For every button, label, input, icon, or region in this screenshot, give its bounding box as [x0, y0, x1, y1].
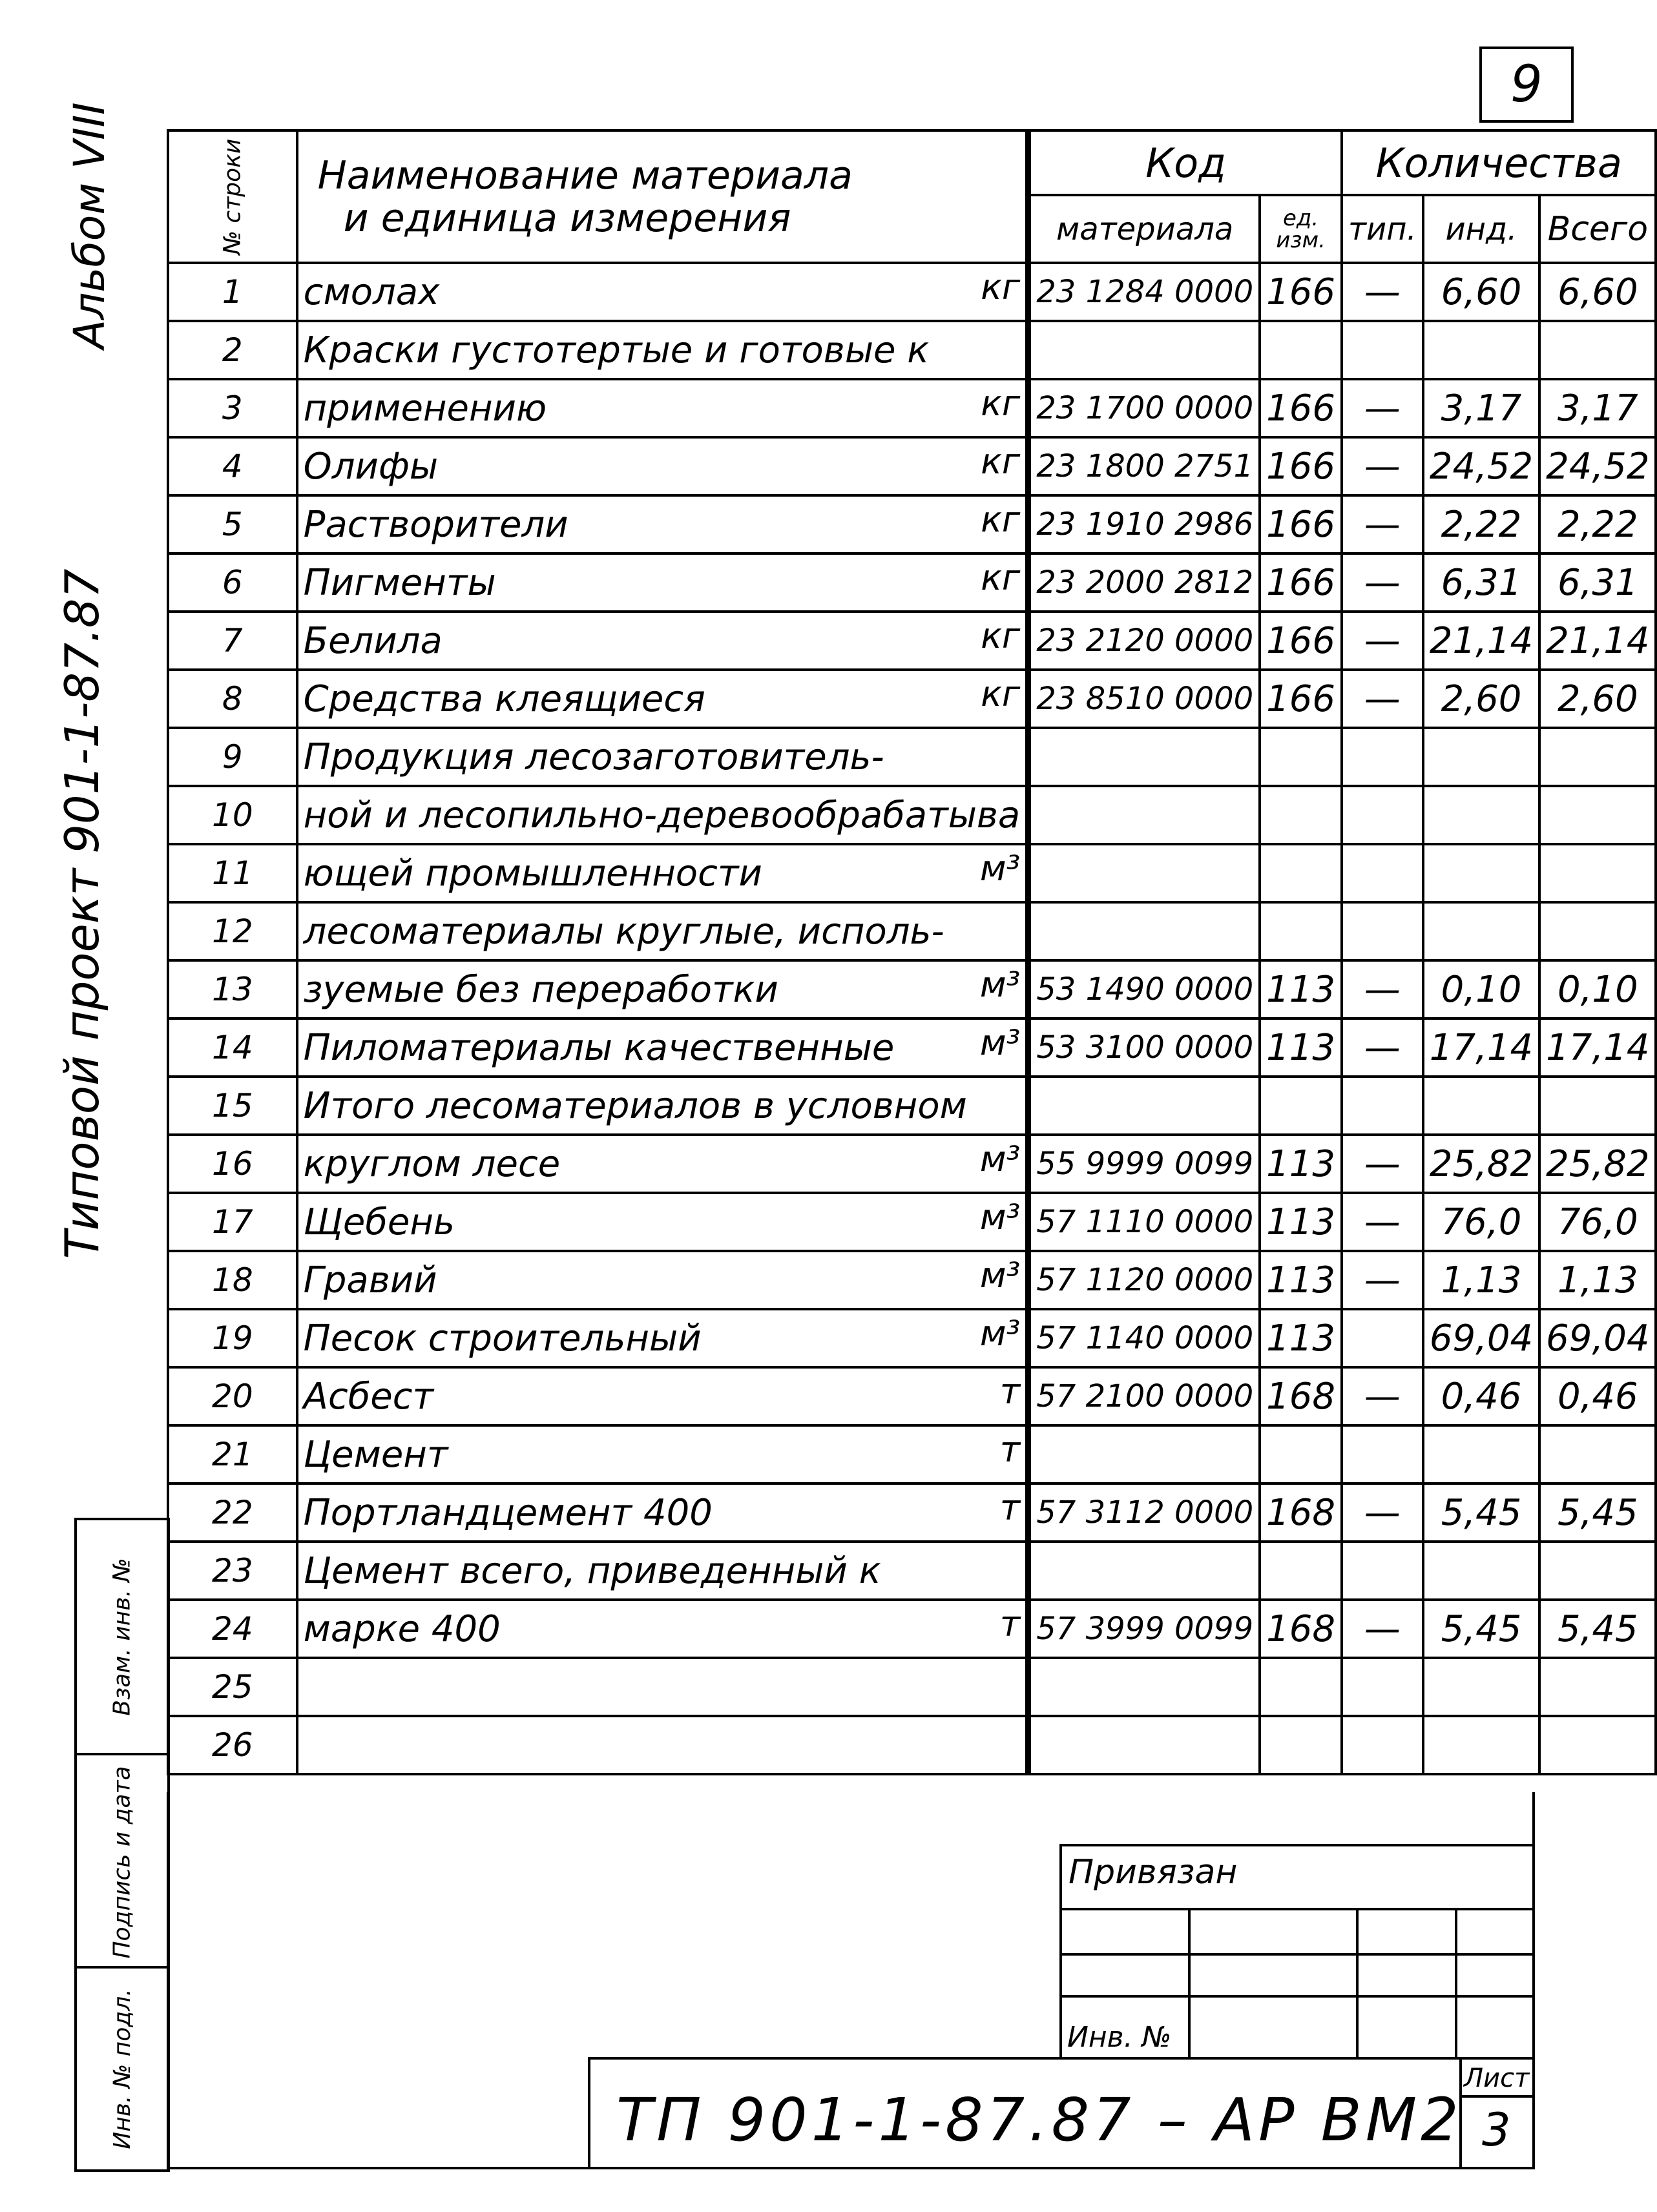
table-row — [168, 263, 1656, 321]
qty-ind: 6,60 — [1423, 263, 1539, 321]
material-name — [297, 670, 1028, 728]
material-name-text: Продукция лесозаготовитель- — [303, 736, 884, 778]
material-name-text: Асбест — [303, 1375, 434, 1418]
strip-vzam-label: Взам. инв. № — [109, 1558, 136, 1716]
unit-code: 113 — [1260, 1018, 1342, 1077]
material-name-text: Пиломатериалы качественные — [303, 1026, 895, 1069]
unit-code: 166 — [1260, 553, 1342, 612]
material-name-text: Цемент всего, приведенный к — [303, 1549, 881, 1592]
qty-ind: 69,04 — [1423, 1309, 1539, 1367]
table-row — [168, 437, 1656, 495]
qty-total — [1539, 321, 1656, 379]
qty-tip: — — [1342, 1193, 1423, 1251]
material-code: 23 8510 0000 — [1028, 670, 1260, 728]
row-number: 13 — [168, 960, 297, 1018]
row-number: 16 — [168, 1135, 297, 1193]
material-code: 57 1140 0000 — [1028, 1309, 1260, 1367]
unit-code — [1260, 1077, 1342, 1135]
table-row — [168, 1600, 1656, 1658]
material-code: 23 1700 0000 — [1028, 379, 1260, 437]
material-name — [297, 1309, 1028, 1367]
material-code: 57 3999 0099 — [1028, 1600, 1260, 1658]
strip-inv — [77, 1966, 167, 2169]
header-name-1: Наименование материала — [317, 152, 853, 198]
material-name — [297, 902, 1028, 960]
row-number: 5 — [168, 495, 297, 553]
table-row — [168, 1309, 1656, 1367]
row-number: 8 — [168, 670, 297, 728]
material-name-text: Белила — [303, 619, 443, 662]
unit-code — [1260, 728, 1342, 786]
row-number: 17 — [168, 1193, 297, 1251]
qty-tip — [1342, 1425, 1423, 1483]
material-code — [1028, 786, 1260, 844]
material-name-text: ющей промышленности — [303, 852, 762, 894]
material-code — [1028, 1658, 1260, 1716]
qty-ind: 2,22 — [1423, 495, 1539, 553]
material-name — [297, 1251, 1028, 1309]
qty-ind: 25,82 — [1423, 1135, 1539, 1193]
unit-code: 168 — [1260, 1483, 1342, 1542]
material-name-text: смолах — [303, 271, 440, 313]
qty-ind: 3,17 — [1423, 379, 1539, 437]
project-label: Типовой проект 901-1-87.87 — [55, 568, 109, 1259]
material-name — [297, 1658, 1028, 1716]
material-name — [297, 1716, 1028, 1774]
material-code: 57 2100 0000 — [1028, 1367, 1260, 1425]
qty-ind: 17,14 — [1423, 1018, 1539, 1077]
material-name-text: круглом лесе — [303, 1142, 561, 1185]
material-name — [297, 437, 1028, 495]
material-name — [297, 553, 1028, 612]
table-row — [168, 1658, 1656, 1716]
stamp-designation: ТП 901-1-87.87 – АР ВМ2 — [616, 2085, 1463, 2155]
material-name — [297, 321, 1028, 379]
unit-label: м³ — [979, 1139, 1021, 1179]
material-name-text: Итого лесоматериалов в условном — [303, 1084, 967, 1127]
unit-code: 113 — [1260, 1309, 1342, 1367]
unit-code — [1260, 1542, 1342, 1600]
qty-tip: — — [1342, 263, 1423, 321]
material-code: 53 1490 0000 — [1028, 960, 1260, 1018]
header-qty-tip: тип. — [1342, 195, 1423, 263]
row-number: 26 — [168, 1716, 297, 1774]
material-name — [297, 1542, 1028, 1600]
qty-total — [1539, 1716, 1656, 1774]
strip-inv-label: Инв. № подл. — [109, 1989, 136, 2149]
unit-code — [1260, 321, 1342, 379]
unit-code: 166 — [1260, 495, 1342, 553]
row-number: 18 — [168, 1251, 297, 1309]
unit-label: кг — [981, 674, 1021, 714]
qty-total: 76,0 — [1539, 1193, 1656, 1251]
table-row — [168, 321, 1656, 379]
unit-code: 113 — [1260, 1193, 1342, 1251]
table-row — [168, 786, 1656, 844]
unit-label: кг — [981, 383, 1021, 424]
qty-tip: — — [1342, 1135, 1423, 1193]
qty-ind — [1423, 321, 1539, 379]
unit-label: кг — [981, 557, 1021, 598]
table-row — [168, 1018, 1656, 1077]
qty-ind: 1,13 — [1423, 1251, 1539, 1309]
material-name — [297, 495, 1028, 553]
row-number: 19 — [168, 1309, 297, 1367]
unit-code — [1260, 844, 1342, 902]
qty-tip: — — [1342, 1018, 1423, 1077]
qty-ind — [1423, 844, 1539, 902]
material-name-text: ной и лесопильно-деревообрабатыва — [303, 794, 1021, 836]
page-number: 9 — [1479, 47, 1574, 123]
row-number: 10 — [168, 786, 297, 844]
unit-label: м³ — [979, 848, 1021, 889]
material-name-text: Цемент — [303, 1433, 448, 1476]
qty-total — [1539, 786, 1656, 844]
qty-tip: — — [1342, 437, 1423, 495]
material-name-text: лесоматериалы круглые, исполь- — [303, 910, 944, 953]
material-name — [297, 728, 1028, 786]
qty-ind — [1423, 786, 1539, 844]
material-code: 23 1800 2751 — [1028, 437, 1260, 495]
qty-ind: 24,52 — [1423, 437, 1539, 495]
material-name — [297, 786, 1028, 844]
qty-total: 69,04 — [1539, 1309, 1656, 1367]
qty-total: 3,17 — [1539, 379, 1656, 437]
row-number: 21 — [168, 1425, 297, 1483]
material-name — [297, 1135, 1028, 1193]
qty-ind — [1423, 1542, 1539, 1600]
stamp-sheet-number: 3 — [1482, 2103, 1511, 2156]
material-name — [297, 960, 1028, 1018]
material-name — [297, 1483, 1028, 1542]
row-number: 23 — [168, 1542, 297, 1600]
row-number: 1 — [168, 263, 297, 321]
row-number: 9 — [168, 728, 297, 786]
qty-tip: — — [1342, 553, 1423, 612]
material-name — [297, 1600, 1028, 1658]
material-name — [297, 1077, 1028, 1135]
row-number: 22 — [168, 1483, 297, 1542]
material-code: 53 3100 0000 — [1028, 1018, 1260, 1077]
qty-ind — [1423, 1716, 1539, 1774]
unit-code: 166 — [1260, 437, 1342, 495]
unit-label: м³ — [979, 1255, 1021, 1296]
header-code-unit: ед. изм. — [1260, 195, 1342, 263]
binding-inv: Инв. № — [1067, 2021, 1172, 2054]
unit-label: т — [999, 1604, 1021, 1644]
qty-total: 6,31 — [1539, 553, 1656, 612]
qty-ind — [1423, 1077, 1539, 1135]
table-row — [168, 553, 1656, 612]
row-number: 24 — [168, 1600, 297, 1658]
material-name-text: Олифы — [303, 445, 439, 488]
unit-label: м³ — [979, 1022, 1021, 1063]
qty-total — [1539, 1658, 1656, 1716]
table-row — [168, 612, 1656, 670]
table-row — [168, 902, 1656, 960]
qty-ind — [1423, 728, 1539, 786]
unit-code: 166 — [1260, 612, 1342, 670]
strip-podpis — [77, 1753, 167, 1969]
binding-title: Привязан — [1068, 1853, 1238, 1892]
qty-total: 5,45 — [1539, 1600, 1656, 1658]
table-row — [168, 1542, 1656, 1600]
qty-total: 21,14 — [1539, 612, 1656, 670]
table-row — [168, 670, 1656, 728]
unit-label: м³ — [979, 964, 1021, 1005]
qty-tip: — — [1342, 495, 1423, 553]
unit-label: м³ — [979, 1313, 1021, 1354]
material-name-text: Краски густотертые и готовые к — [303, 329, 930, 371]
stamp-sheet-label: Лист — [1464, 2063, 1530, 2093]
table-row — [168, 379, 1656, 437]
material-code — [1028, 728, 1260, 786]
unit-label: т — [999, 1371, 1021, 1412]
qty-ind: 0,46 — [1423, 1367, 1539, 1425]
unit-code: 166 — [1260, 670, 1342, 728]
table-row — [168, 728, 1656, 786]
table-row — [168, 1716, 1656, 1774]
material-code — [1028, 1425, 1260, 1483]
unit-label: кг — [981, 499, 1021, 540]
material-name — [297, 1193, 1028, 1251]
qty-tip: — — [1342, 960, 1423, 1018]
header-code-material: материала — [1028, 195, 1260, 263]
qty-tip — [1342, 786, 1423, 844]
table-row — [168, 1483, 1656, 1542]
material-name-text: Гравий — [303, 1259, 437, 1301]
qty-tip: — — [1342, 670, 1423, 728]
unit-code: 168 — [1260, 1367, 1342, 1425]
qty-total: 2,22 — [1539, 495, 1656, 553]
material-code: 23 2000 2812 — [1028, 553, 1260, 612]
qty-tip — [1342, 1716, 1423, 1774]
row-number: 12 — [168, 902, 297, 960]
unit-label: т — [999, 1429, 1021, 1470]
qty-ind — [1423, 1425, 1539, 1483]
unit-code: 166 — [1260, 379, 1342, 437]
unit-code — [1260, 902, 1342, 960]
qty-tip: — — [1342, 612, 1423, 670]
table-row — [168, 495, 1656, 553]
material-code: 23 1284 0000 — [1028, 263, 1260, 321]
header-qty-ind: инд. — [1423, 195, 1539, 263]
qty-ind — [1423, 902, 1539, 960]
material-code: 57 1120 0000 — [1028, 1251, 1260, 1309]
unit-code — [1260, 1716, 1342, 1774]
material-code — [1028, 844, 1260, 902]
qty-tip — [1342, 1658, 1423, 1716]
table-row — [168, 960, 1656, 1018]
material-code — [1028, 1716, 1260, 1774]
material-code: 23 2120 0000 — [1028, 612, 1260, 670]
unit-code: 113 — [1260, 960, 1342, 1018]
material-name-text: Пигменты — [303, 561, 496, 604]
header-qty: Количества — [1342, 130, 1656, 195]
unit-code: 166 — [1260, 263, 1342, 321]
material-name-text: Портландцемент 400 — [303, 1491, 713, 1534]
title-stamp — [588, 2057, 1534, 2169]
table-row — [168, 1077, 1656, 1135]
material-code: 57 3112 0000 — [1028, 1483, 1260, 1542]
row-number: 25 — [168, 1658, 297, 1716]
unit-label: кг — [981, 441, 1021, 482]
qty-tip — [1342, 902, 1423, 960]
material-name — [297, 844, 1028, 902]
material-name — [297, 263, 1028, 321]
qty-total — [1539, 1542, 1656, 1600]
row-number: 15 — [168, 1077, 297, 1135]
material-code — [1028, 902, 1260, 960]
qty-total: 25,82 — [1539, 1135, 1656, 1193]
unit-label: кг — [981, 615, 1021, 656]
row-number: 7 — [168, 612, 297, 670]
album-label: Альбом VIII — [65, 102, 114, 349]
table-row — [168, 1367, 1656, 1425]
row-number: 4 — [168, 437, 297, 495]
materials-table — [167, 129, 1657, 1775]
left-stamp-strip — [74, 1518, 170, 2172]
header-name — [297, 130, 1028, 263]
unit-code: 113 — [1260, 1135, 1342, 1193]
qty-total: 6,60 — [1539, 263, 1656, 321]
strip-vzam — [77, 1520, 167, 1753]
qty-ind: 21,14 — [1423, 612, 1539, 670]
table-row — [168, 1251, 1656, 1309]
header-name-2: и единица измерения — [343, 195, 791, 241]
qty-total: 2,60 — [1539, 670, 1656, 728]
unit-code: 168 — [1260, 1600, 1342, 1658]
unit-label: кг — [981, 267, 1021, 307]
material-name-text: Песок строительный — [303, 1317, 702, 1359]
material-name-text: Щебень — [303, 1201, 455, 1243]
qty-total — [1539, 1077, 1656, 1135]
qty-ind: 6,31 — [1423, 553, 1539, 612]
table-row — [168, 1193, 1656, 1251]
unit-code — [1260, 1425, 1342, 1483]
qty-ind: 5,45 — [1423, 1600, 1539, 1658]
row-number: 14 — [168, 1018, 297, 1077]
qty-tip — [1342, 728, 1423, 786]
qty-total — [1539, 1425, 1656, 1483]
material-code — [1028, 321, 1260, 379]
qty-tip: — — [1342, 1600, 1423, 1658]
qty-total: 0,46 — [1539, 1367, 1656, 1425]
row-number: 2 — [168, 321, 297, 379]
row-number: 6 — [168, 553, 297, 612]
qty-tip — [1342, 844, 1423, 902]
qty-total: 17,14 — [1539, 1018, 1656, 1077]
unit-code — [1260, 1658, 1342, 1716]
material-code: 57 1110 0000 — [1028, 1193, 1260, 1251]
binding-block — [1059, 1844, 1534, 2060]
header-rows: № строки — [168, 130, 297, 263]
header-code: Код — [1028, 130, 1342, 195]
strip-podpis-label: Подпись и дата — [109, 1766, 136, 1959]
unit-code — [1260, 786, 1342, 844]
material-name — [297, 1018, 1028, 1077]
material-name-text: применению — [303, 387, 547, 429]
material-name-text: марке 400 — [303, 1607, 501, 1650]
table-row — [168, 1135, 1656, 1193]
qty-ind: 2,60 — [1423, 670, 1539, 728]
qty-tip: — — [1342, 1251, 1423, 1309]
qty-ind: 0,10 — [1423, 960, 1539, 1018]
material-name-text: Растворители — [303, 503, 568, 546]
qty-ind — [1423, 1658, 1539, 1716]
qty-tip — [1342, 1077, 1423, 1135]
material-code — [1028, 1077, 1260, 1135]
qty-ind: 76,0 — [1423, 1193, 1539, 1251]
qty-tip — [1342, 1542, 1423, 1600]
material-name — [297, 379, 1028, 437]
qty-total — [1539, 902, 1656, 960]
material-code — [1028, 1542, 1260, 1600]
unit-code: 113 — [1260, 1251, 1342, 1309]
material-name — [297, 1425, 1028, 1483]
row-number: 20 — [168, 1367, 297, 1425]
material-code: 55 9999 0099 — [1028, 1135, 1260, 1193]
material-name — [297, 1367, 1028, 1425]
qty-tip — [1342, 1309, 1423, 1367]
qty-total: 5,45 — [1539, 1483, 1656, 1542]
row-number: 3 — [168, 379, 297, 437]
material-name-text: Средства клеящиеся — [303, 677, 705, 720]
qty-ind: 5,45 — [1423, 1483, 1539, 1542]
material-name — [297, 612, 1028, 670]
qty-total: 0,10 — [1539, 960, 1656, 1018]
unit-label: м³ — [979, 1197, 1021, 1237]
row-number: 11 — [168, 844, 297, 902]
table-row — [168, 844, 1656, 902]
material-code: 23 1910 2986 — [1028, 495, 1260, 553]
header-qty-total: Всего — [1539, 195, 1656, 263]
qty-tip: — — [1342, 379, 1423, 437]
unit-label: т — [999, 1487, 1021, 1528]
qty-tip — [1342, 321, 1423, 379]
table-row — [168, 1425, 1656, 1483]
qty-tip: — — [1342, 1483, 1423, 1542]
qty-total — [1539, 728, 1656, 786]
qty-total: 24,52 — [1539, 437, 1656, 495]
qty-total — [1539, 844, 1656, 902]
qty-tip: — — [1342, 1367, 1423, 1425]
qty-total: 1,13 — [1539, 1251, 1656, 1309]
material-name-text: зуемые без переработки — [303, 968, 778, 1011]
